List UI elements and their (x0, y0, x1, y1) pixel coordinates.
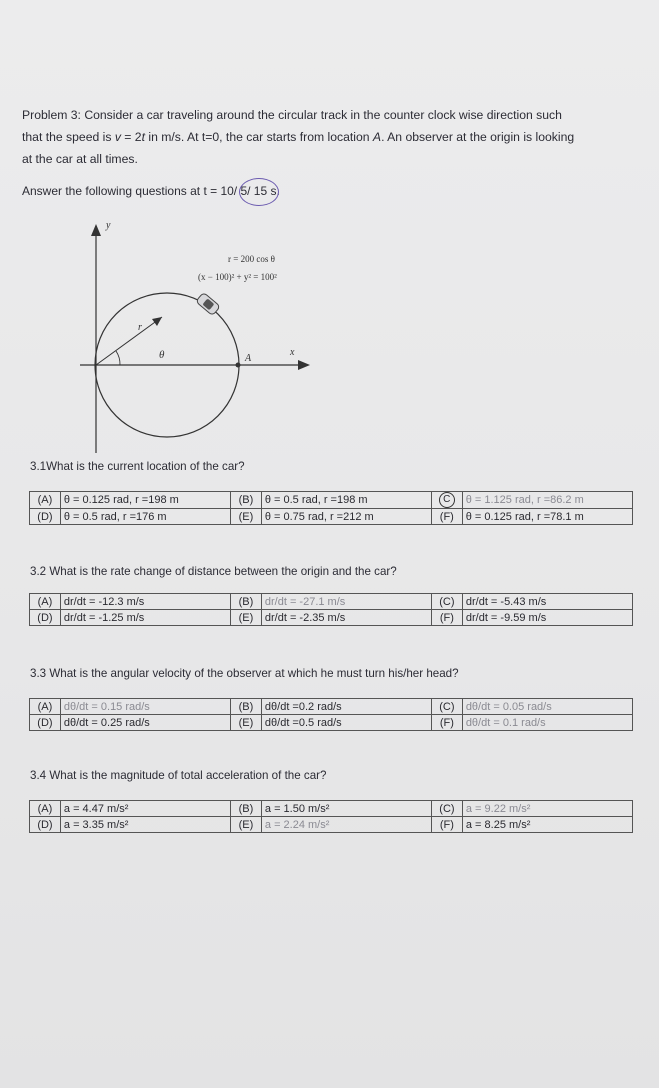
option-label: (E) (230, 610, 261, 626)
table-row (30, 594, 633, 610)
option-value: a = 4.47 m/s² (60, 801, 230, 817)
question-3-1: 3.1What is the current location of the car? (30, 460, 245, 473)
option-label: (B) (231, 699, 262, 715)
option-value: a = 3.35 m/s² (60, 817, 230, 833)
option-value: dr/dt = -12.3 m/s (60, 594, 230, 610)
options-3-3 (29, 698, 633, 731)
problem-line2a: that the speed is (22, 130, 115, 144)
option-value: dr/dt = -2.35 m/s (261, 610, 431, 626)
option-label: (C) (431, 594, 462, 610)
table-row (30, 509, 633, 525)
option-label: (C) (431, 699, 462, 715)
options-3-4 (29, 800, 633, 833)
table-row (30, 817, 633, 833)
problem-statement (22, 104, 647, 170)
circled-answer-mark: C (439, 492, 455, 508)
track-diagram (80, 218, 320, 458)
answer-times: t = 10/ 5/ 15 s. (203, 184, 280, 198)
problem-line2d: . An observer at the origin is looking (381, 130, 575, 144)
option-value: θ = 0.125 rad, r =198 m (60, 492, 230, 509)
option-value: dθ/dt = 0.1 rad/s (462, 715, 632, 731)
option-value: θ = 0.125 rad, r =78.1 m (462, 509, 632, 525)
option-label: (C) (431, 801, 462, 817)
option-value: a = 1.50 m/s² (261, 801, 431, 817)
option-label: (A) (30, 492, 61, 509)
option-label-circled (431, 492, 462, 509)
option-value: a = 9.22 m/s² (462, 801, 632, 817)
option-label: (B) (231, 492, 262, 509)
options-3-1 (29, 491, 633, 525)
table-row (30, 715, 633, 731)
option-label: (A) (30, 594, 61, 610)
option-label: (E) (231, 715, 262, 731)
y-axis-arrow (91, 224, 101, 236)
option-label: (F) (431, 509, 462, 525)
problem-line2b: = 2 (120, 130, 142, 144)
x-axis-arrow (298, 360, 310, 370)
option-value: θ = 0.5 rad, r =176 m (60, 509, 230, 525)
option-value: θ = 1.125 rad, r =86.2 m (462, 492, 632, 509)
option-value: dr/dt = -27.1 m/s (261, 594, 431, 610)
problem-line1: Consider a car traveling around the circular track in the counter clock wise direction such (84, 108, 562, 122)
table-row (30, 699, 633, 715)
option-label: (A) (30, 699, 61, 715)
option-label: (B) (230, 801, 261, 817)
option-label: (E) (230, 817, 261, 833)
question-3-2: 3.2 What is the rate change of distance between the origin and the car? (30, 565, 397, 578)
label-x: x (290, 347, 295, 358)
option-value: dθ/dt =0.5 rad/s (261, 715, 431, 731)
option-value: dθ/dt =0.2 rad/s (261, 699, 431, 715)
speed-var: v (114, 130, 121, 144)
r-line (96, 317, 162, 365)
option-value: dθ/dt = 0.25 rad/s (60, 715, 230, 731)
option-value: θ = 0.5 rad, r =198 m (261, 492, 431, 509)
option-label: (E) (231, 509, 262, 525)
option-label: (F) (431, 715, 462, 731)
option-label: (F) (431, 610, 462, 626)
problem-label: Problem 3: (22, 108, 81, 122)
label-r: r (138, 322, 142, 333)
option-value: a = 8.25 m/s² (462, 817, 632, 833)
option-value: dr/dt = -9.59 m/s (462, 610, 632, 626)
option-label: (D) (30, 715, 61, 731)
problem-line2c: in m/s. At t=0, the car starts from location (144, 130, 373, 144)
option-label: (F) (431, 817, 462, 833)
speed-t: t (141, 130, 145, 144)
option-label: (B) (230, 594, 261, 610)
label-A: A (245, 353, 252, 364)
option-value: θ = 0.75 rad, r =212 m (261, 509, 431, 525)
option-label: (D) (30, 509, 61, 525)
table-row (30, 610, 633, 626)
option-label: (A) (30, 801, 61, 817)
point-A (236, 363, 241, 368)
table-row (30, 492, 633, 509)
theta-arc (116, 351, 120, 365)
question-3-4: 3.4 What is the magnitude of total acceleration of the car? (30, 769, 327, 782)
table-row (30, 801, 633, 817)
label-y: y (106, 220, 111, 231)
handwritten-circle-mark (239, 178, 279, 206)
options-3-2 (29, 593, 633, 626)
option-value: dr/dt = -1.25 m/s (60, 610, 230, 626)
r-arrowhead (152, 317, 162, 326)
answer-prefix: Answer the following questions at (22, 184, 204, 198)
option-value: dr/dt = -5.43 m/s (462, 594, 632, 610)
option-value: dθ/dt = 0.15 rad/s (60, 699, 230, 715)
problem-line3: at the car at all times. (22, 152, 138, 166)
option-value: a = 2.24 m/s² (261, 817, 431, 833)
equation-cartesian: (x − 100)² + y² = 100² (198, 272, 277, 282)
location-label: A (372, 130, 382, 144)
question-3-3: 3.3 What is the angular velocity of the observer at which he must turn his/her head? (30, 667, 459, 680)
option-label: (D) (30, 610, 61, 626)
option-label: (D) (30, 817, 61, 833)
label-theta: θ (159, 349, 165, 361)
equation-polar: r = 200 cos θ (228, 254, 275, 264)
option-value: dθ/dt = 0.05 rad/s (462, 699, 632, 715)
